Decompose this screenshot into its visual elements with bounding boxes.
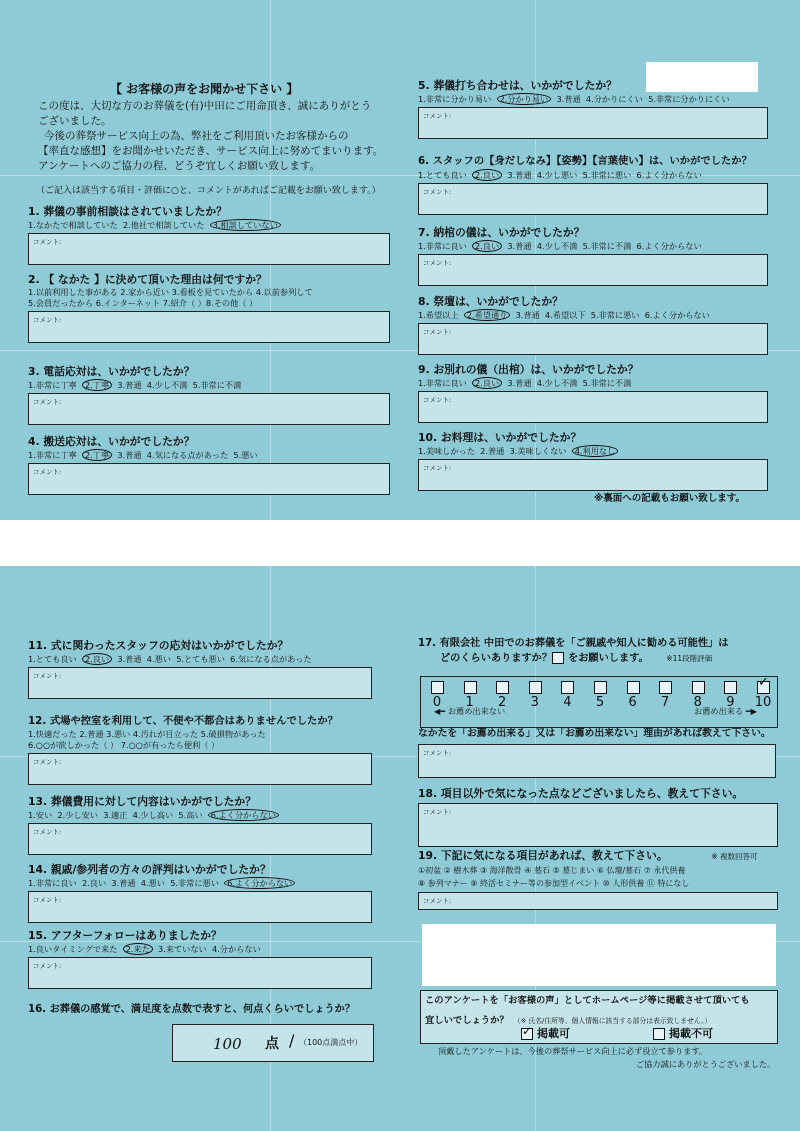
question-options xyxy=(418,445,768,457)
option[interactable]: 5.非常に悪い xyxy=(582,170,632,180)
option[interactable]: 1.非常に丁寧 xyxy=(28,380,77,390)
scale-checkbox[interactable] xyxy=(659,681,672,694)
comment-box[interactable] xyxy=(28,823,372,855)
question-5 xyxy=(418,78,768,139)
score-value: 100 xyxy=(213,1035,242,1053)
question-title: 18. 項目以外で気になった点などございましたら、教えて下さい。 xyxy=(418,787,744,800)
check-instruction: をお願いします。 xyxy=(568,653,649,664)
question-title: 17. 有限会社 中田でのお葬儀を「ご親戚や知人に勧める可能性」は xyxy=(418,638,729,649)
question-title: 5. 葬儀打ち合わせは、いかがでしたか？ xyxy=(418,79,617,92)
option[interactable]: 5.悪い xyxy=(233,450,258,460)
question-options xyxy=(28,877,372,889)
scale-number: 7 xyxy=(661,695,670,710)
question-title: 1. 葬儀の事前相談はされていましたか？ xyxy=(28,205,227,218)
comment-label: コメント: xyxy=(423,396,452,404)
option-selected[interactable]: 2.良い xyxy=(472,240,502,252)
question-options-line1[interactable]: 1.快適だった 2.普通 3.悪い 4.汚れが目立った 5.破損物があった xyxy=(28,729,266,739)
option[interactable]: 6.よく分からない xyxy=(636,170,702,180)
option[interactable]: 4.分からない xyxy=(211,944,261,954)
option-selected[interactable]: 6.よく分からない xyxy=(208,809,279,821)
slash-mark: / xyxy=(289,1031,295,1050)
scale-number: 10 xyxy=(754,695,772,710)
option[interactable]: 4.気になる点があった xyxy=(146,450,229,460)
left-arrow-icon: ◀━ xyxy=(434,706,446,716)
survey-title: 【 お客様の声をお聞かせ下さい 】 xyxy=(110,82,299,96)
option[interactable]: 3.普通 xyxy=(556,94,581,104)
question-options xyxy=(28,653,372,665)
option-selected[interactable]: 2.丁寧 xyxy=(82,449,112,461)
question-8 xyxy=(418,294,768,355)
check-mark-icon: ✓ xyxy=(522,1024,533,1038)
scale-checkbox[interactable] xyxy=(627,681,640,694)
score-box[interactable] xyxy=(172,1024,374,1062)
question-title: 16. お葬儀の感覚で、満足度を点数で表すと、何点くらいでしょうか？ xyxy=(28,1004,356,1015)
option[interactable]: 3.来ていない xyxy=(157,944,207,954)
comment-label: コメント: xyxy=(33,828,62,836)
question-title xyxy=(418,848,778,864)
scale-checkbox[interactable] xyxy=(431,681,444,694)
question-options xyxy=(28,379,390,391)
score-unit: 点 xyxy=(265,1036,279,1052)
scale-number: 3 xyxy=(530,695,539,710)
option[interactable]: 5.とても悪い xyxy=(176,654,225,664)
option[interactable]: 3.普通 xyxy=(117,380,142,390)
comment-label: コメント: xyxy=(423,188,452,196)
question-1 xyxy=(28,204,390,265)
comment-box[interactable] xyxy=(418,744,776,778)
deny-checkbox[interactable] xyxy=(653,1028,665,1040)
footer-line: ご協力誠にありがとうございました。 xyxy=(636,1059,776,1069)
comment-box[interactable] xyxy=(418,107,768,139)
option[interactable]: 1.希望以上 xyxy=(418,310,459,320)
question-title: 4. 搬送応対は、いかがでしたか？ xyxy=(28,435,195,448)
publication-permission-box xyxy=(420,990,778,1044)
option[interactable]: 2.他社で相談していた xyxy=(122,220,205,230)
option[interactable]: 6.気になる点があった xyxy=(230,654,312,664)
reason-prompt: なかたを「お薦め出来る」又は「お薦め出来ない」理由があれば教えて下さい。 xyxy=(418,728,771,739)
intro-line: 今後の葬祭サービス向上の為、弊社をご利用頂いたお客様からの xyxy=(44,130,349,142)
back-side-note: ※裏面への記載もお願い致します。 xyxy=(594,493,745,504)
option[interactable]: 2.少し安い xyxy=(57,810,98,820)
question-title-text: 19. 下記に気になる項目があれば、教えて下さい。 xyxy=(418,849,668,862)
nps-scale xyxy=(420,676,778,728)
option-selected[interactable]: 2.良い xyxy=(472,169,502,181)
question-options xyxy=(28,449,390,461)
question-options xyxy=(28,943,372,955)
question-19 xyxy=(418,848,778,910)
scale-low-label xyxy=(434,706,505,717)
scale-high-text: お薦め出来る xyxy=(694,706,744,716)
deny-label: 掲載不可 xyxy=(669,1027,713,1040)
option[interactable]: 4.少し不満 xyxy=(536,378,578,388)
option[interactable]: 1.非常に良い xyxy=(28,878,77,888)
footer-line: 頂戴したアンケートは、今後の葬祭サービス向上に必ず役立て参ります。 xyxy=(438,1046,708,1056)
comment-label: コメント: xyxy=(33,468,62,476)
question-13 xyxy=(28,794,372,855)
allow-option[interactable] xyxy=(521,1025,570,1041)
question-10 xyxy=(418,430,768,491)
intro-line: ございました。 xyxy=(38,115,112,127)
option[interactable]: 1.なかたで相談していた xyxy=(28,220,118,230)
option[interactable]: 4.悪い xyxy=(140,878,165,888)
intro-line: アンケートへのご協力の程、どうぞ宜しくお願い致します。 xyxy=(38,160,321,172)
question-6 xyxy=(418,154,768,215)
comment-box[interactable] xyxy=(418,391,768,423)
question-options-line1[interactable]: 1.以前利用した事がある 2.家から近い 3.看板を見ていたから 4.以前参列して xyxy=(28,287,313,297)
question-17 xyxy=(418,636,778,666)
comment-box[interactable] xyxy=(28,463,390,495)
question-12 xyxy=(28,714,372,785)
allow-checkbox[interactable] xyxy=(521,1024,533,1040)
question-options xyxy=(418,309,768,321)
comment-label: コメント: xyxy=(33,758,62,766)
scale-low-text: お薦め出来ない xyxy=(447,706,506,716)
option[interactable]: 5.非常に分かりにくい xyxy=(648,94,730,104)
question-title: 11. 式に関わったスタッフの応対はいかがでしたか？ xyxy=(28,639,289,652)
option[interactable]: 3.普通 xyxy=(507,241,532,251)
option[interactable]: 3.普通 xyxy=(111,878,136,888)
option[interactable]: 1.とても良い xyxy=(418,170,467,180)
question-14 xyxy=(28,862,372,923)
option-selected[interactable]: 3.相談していない xyxy=(210,219,281,231)
question-options xyxy=(28,219,390,231)
scale-number: 9 xyxy=(726,695,735,710)
question-options xyxy=(418,240,768,252)
question-title: 10. お料理は、いかがでしたか？ xyxy=(418,431,582,444)
redacted-area xyxy=(422,924,776,986)
option[interactable]: 2.普通 xyxy=(480,446,505,456)
comment-box[interactable] xyxy=(28,753,372,785)
question-title: 13. 葬儀費用に対して内容はいかがでしたか？ xyxy=(28,795,257,808)
option[interactable]: 5.非常に不満 xyxy=(192,380,242,390)
scale-checkbox[interactable] xyxy=(692,681,705,694)
comment-box[interactable] xyxy=(418,459,768,491)
comment-label: コメント: xyxy=(423,112,452,120)
checkbox-sample-icon xyxy=(552,652,564,664)
scale-checkbox[interactable] xyxy=(724,681,737,694)
allow-label: 掲載可 xyxy=(537,1027,570,1040)
option[interactable]: 5.非常に不満 xyxy=(582,378,632,388)
question-9 xyxy=(418,362,768,423)
scale-number: 4 xyxy=(563,695,572,710)
comment-label: コメント: xyxy=(33,398,62,406)
question-options xyxy=(418,93,768,105)
question-title: 12. 式場や控室を利用して、不便や不都合はありませんでしたか？ xyxy=(28,715,338,727)
comment-box[interactable] xyxy=(28,891,372,923)
question-7 xyxy=(418,225,768,286)
scale-checkbox[interactable] xyxy=(594,681,607,694)
option[interactable]: 3.普通 xyxy=(117,450,142,460)
survey-page-front xyxy=(0,0,800,520)
comment-label: コメント: xyxy=(423,464,452,472)
scale-checkbox[interactable] xyxy=(561,681,574,694)
option[interactable]: 1.とても良い xyxy=(28,654,77,664)
scale-number: 8 xyxy=(693,695,702,710)
option-selected[interactable]: 2.来た xyxy=(123,943,153,955)
option[interactable]: 5.高い xyxy=(178,810,203,820)
question-options-line1[interactable]: ①初盆 ② 樹木葬 ③ 海洋散骨 ④ 墓石 ⑤ 墓じまい ⑥ 仏壇/墓石 ⑦ 永代供養 xyxy=(418,866,686,875)
scale-checkbox[interactable] xyxy=(529,681,542,694)
survey-page-back xyxy=(0,566,800,1131)
question-2 xyxy=(28,272,390,343)
option[interactable]: 1.良いタイミングで来た xyxy=(28,944,118,954)
comment-box[interactable] xyxy=(418,892,778,910)
option[interactable]: 5.非常に悪い xyxy=(170,878,219,888)
question-3 xyxy=(28,364,390,425)
scale-number: 6 xyxy=(628,695,637,710)
option[interactable]: 3.美味しくない xyxy=(509,446,567,456)
option-selected[interactable]: 4.利用なし xyxy=(572,445,619,457)
question-title: 14. 親戚/参列者の方々の評判はいかがでしたか？ xyxy=(28,863,271,876)
option[interactable]: 1.非常に良い xyxy=(418,241,467,251)
question-15 xyxy=(28,928,372,989)
question-title: 2. 【 なかた 】に決めて頂いた理由は何ですか？ xyxy=(28,273,267,286)
question-options xyxy=(28,809,372,821)
question-18 xyxy=(418,786,778,847)
comment-label: コメント: xyxy=(33,962,62,970)
scale-high-label xyxy=(694,706,757,717)
comment-box[interactable] xyxy=(28,233,390,265)
question-title: 15. アフターフォローはありましたか？ xyxy=(28,929,222,942)
option-selected[interactable]: 2.良い xyxy=(472,377,502,389)
instruction-note: （ご記入は該当する項目・評価に○と、コメントがあればご記載をお願い致します。） xyxy=(36,186,381,196)
scale-number: 1 xyxy=(465,695,474,710)
option[interactable]: 4.悪い xyxy=(146,654,171,664)
option[interactable]: 3.普通 xyxy=(117,654,142,664)
intro-text xyxy=(38,99,383,174)
comment-box[interactable] xyxy=(418,183,768,215)
option[interactable]: 6.よく分からない xyxy=(636,241,702,251)
scale-number: 0 xyxy=(432,695,442,710)
question-subtitle xyxy=(418,651,778,666)
check-mark-icon: ✓ xyxy=(758,675,769,690)
question-title: 6. スタッフの【身だしなみ】【姿勢】【言葉使い】は、いかがでしたか？ xyxy=(418,155,752,167)
comment-label: コメント: xyxy=(423,897,452,905)
option[interactable]: 1.安い xyxy=(28,810,53,820)
question-options xyxy=(418,169,768,181)
comment-box[interactable] xyxy=(418,323,768,355)
comment-label: コメント: xyxy=(33,896,62,904)
question-16 xyxy=(28,1002,378,1017)
question-title: 7. 納棺の儀は、いかがでしたか？ xyxy=(418,226,585,239)
intro-line: 【率直な感想】をお聞かせいただき、サービス向上に努めてまいります。 xyxy=(38,145,384,157)
intro-line: この度は、大切な方のお葬儀を(有)中田にご用命頂き、誠にありがとう xyxy=(38,100,372,112)
question-title: 9. お別れの儀（出棺）は、いかがでしたか？ xyxy=(418,363,639,376)
comment-label: コメント: xyxy=(33,316,62,324)
question-options xyxy=(418,377,768,389)
option[interactable]: 4.少し不満 xyxy=(536,241,578,251)
deny-option[interactable] xyxy=(653,1025,713,1041)
scale-number: 5 xyxy=(595,695,605,710)
subtitle-text: どのくらいありますか？ xyxy=(440,653,553,664)
scale-number: 2 xyxy=(498,695,507,710)
comment-label: コメント: xyxy=(33,238,62,246)
option[interactable]: 4.希望以下 xyxy=(544,310,586,320)
option[interactable]: 2.良い xyxy=(81,878,107,888)
scale-note: ※11段階評価 xyxy=(666,654,713,663)
option-selected[interactable]: 2.良い xyxy=(82,653,112,665)
option[interactable]: 4.分かりにくい xyxy=(585,94,643,104)
scale-checkbox[interactable] xyxy=(496,681,509,694)
comment-box[interactable] xyxy=(28,393,390,425)
option[interactable]: 4.少し高い xyxy=(132,810,174,820)
permission-text: このアンケートを「お客様の声」としてホームページ等に掲載させて頂いても xyxy=(425,995,750,1006)
comment-label: コメント: xyxy=(423,328,452,336)
permission-question: 宜しいでしょうか？ xyxy=(425,1015,509,1026)
comment-box[interactable] xyxy=(28,311,390,343)
option[interactable]: 3.普通 xyxy=(507,378,532,388)
question-options-line2[interactable]: 5.会員だったから 6.インターネット 7.紹介（ ）8.その他（ ） xyxy=(28,298,258,308)
option[interactable]: 1.非常に丁寧 xyxy=(28,450,77,460)
option-selected[interactable]: 2.希望通り xyxy=(464,309,511,321)
option[interactable]: 1.非常に良い xyxy=(418,378,467,388)
scale-checkbox[interactable] xyxy=(464,681,477,694)
comment-box[interactable] xyxy=(418,803,778,847)
question-options-line2[interactable]: ⑧ 参列マナー ⑨ 終活セミナー等の参加型イベント ⑩ 人形供養 ⑪ 特になし xyxy=(418,879,690,888)
scale-checkbox[interactable] xyxy=(757,675,770,694)
question-4 xyxy=(28,434,390,495)
option[interactable]: 3.適正 xyxy=(103,810,128,820)
question-11 xyxy=(28,638,372,699)
comment-label: コメント: xyxy=(33,672,62,680)
option[interactable]: 4.少し悪い xyxy=(536,170,578,180)
comment-label: コメント: xyxy=(423,749,452,757)
comment-box[interactable] xyxy=(418,254,768,286)
option-selected[interactable]: 6.よく分からない xyxy=(224,877,295,889)
option-selected[interactable]: 2.分かり易い xyxy=(497,93,552,105)
option[interactable]: 3.普通 xyxy=(515,310,540,320)
option[interactable]: 5.非常に悪い xyxy=(590,310,640,320)
question-options-line2[interactable]: 6.○○が欲しかった（ ） 7.○○が有ったら便利（ ） xyxy=(28,740,220,750)
right-arrow-icon: ━▶ xyxy=(745,706,757,716)
option[interactable]: 1.美味しかった xyxy=(418,446,475,456)
comment-box[interactable] xyxy=(28,667,372,699)
comment-box[interactable] xyxy=(28,957,372,989)
option[interactable]: 1.非常に分かり易い xyxy=(418,94,492,104)
multi-answer-note: ※ 複数回答可 xyxy=(711,852,758,861)
question-title: 3. 電話応対は、いかがでしたか？ xyxy=(28,365,195,378)
score-note: （100点満点中） xyxy=(299,1038,363,1047)
question-title: 8. 祭壇は、いかがでしたか？ xyxy=(418,295,563,308)
comment-label: コメント: xyxy=(423,808,452,816)
option[interactable]: 3.普通 xyxy=(507,170,532,180)
comment-label: コメント: xyxy=(423,259,452,267)
option[interactable]: 5.非常に不満 xyxy=(582,241,632,251)
privacy-note: （※ 氏名/住所等、個人情報に該当する部分は表示致しません。） xyxy=(513,1017,712,1025)
option[interactable]: 6.よく分からない xyxy=(644,310,710,320)
option-selected[interactable]: 2.丁寧 xyxy=(82,379,112,391)
option[interactable]: 4.少し不満 xyxy=(146,380,188,390)
